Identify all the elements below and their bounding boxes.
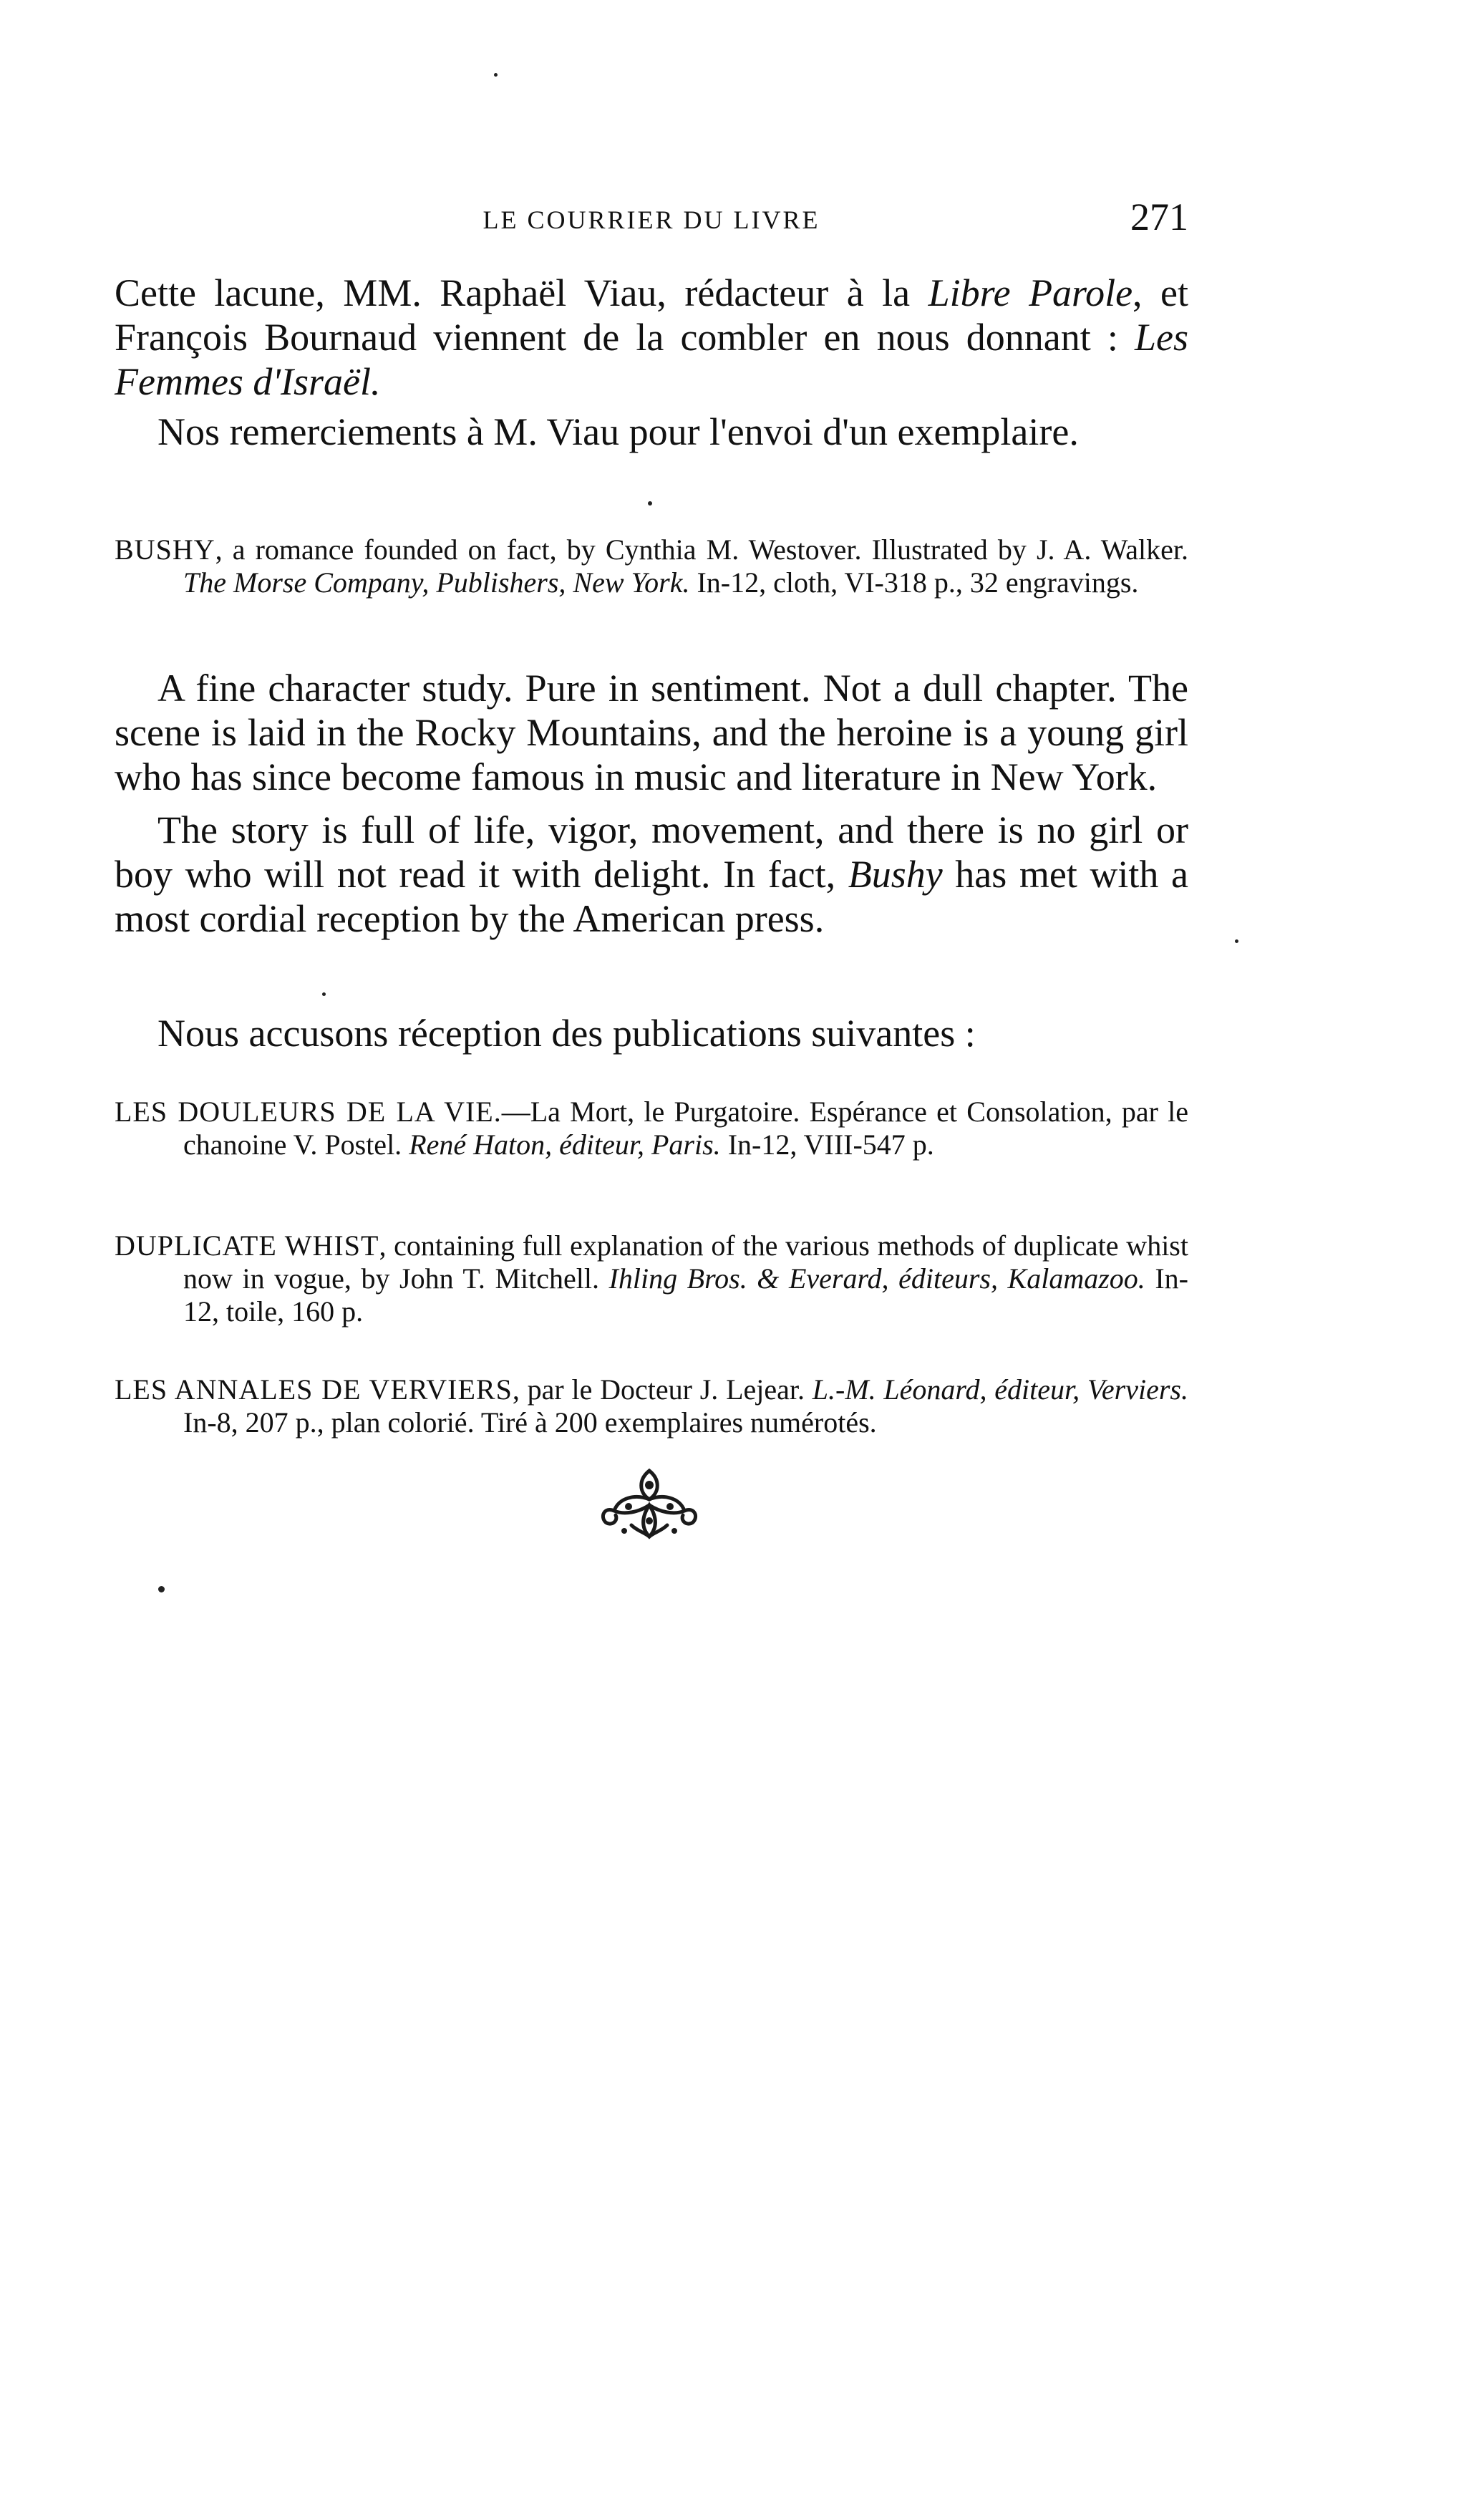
bibliographic-entry xyxy=(115,1229,1188,1328)
entry-text-b: In-12, VIII-547 p. xyxy=(720,1128,934,1161)
entry-text-b: In-12, cloth, VI-318 p., 32 engravings. xyxy=(689,566,1139,599)
ink-speck xyxy=(1235,939,1238,943)
entry-title: BUSHY xyxy=(115,533,215,566)
entry-title: DUPLICATE WHIST xyxy=(115,1229,379,1262)
entry-2 xyxy=(115,1229,1188,1328)
review-text-a: The story is full of life, vigor, movement, and there is no girl or boy who will not read it with delight. In fact, xyxy=(115,808,1188,896)
received-heading: Nous accusons réception des publications suivantes : xyxy=(157,1012,976,1055)
page-header xyxy=(115,195,1188,245)
entry-text-a: , par le Docteur J. Lejear. xyxy=(512,1373,813,1406)
intro-text-a: Cette lacune, MM. Raphaël Viau, rédacteur à la xyxy=(115,271,928,314)
entry-3 xyxy=(115,1373,1188,1439)
intro-text-b: , et François Bournaud viennent de la combler en nous donnant : xyxy=(115,271,1188,359)
bushy-entry xyxy=(115,533,1188,599)
entry-text-b: In-12, toile, 160 p. xyxy=(183,1262,1188,1328)
floral-vignette-icon xyxy=(596,1465,703,1544)
entry-text-a: —La Mort, le Purgatoire. Espérance et Consolation, par le chanoine V. Postel. xyxy=(183,1096,1189,1161)
book-title: Les Femmes d'Israël. xyxy=(115,316,1188,403)
entry-publisher: René Haton, éditeur, Paris. xyxy=(409,1128,721,1161)
bibliographic-entry xyxy=(115,533,1188,599)
entry-publisher: Ihling Bros. & Everard, éditeurs, Kalamazoo. xyxy=(608,1262,1145,1295)
intro-paragraph-2: Nos remerciements à M. Viau pour l'envoi d'un exemplaire. xyxy=(157,410,1079,453)
bibliographic-entry xyxy=(115,1373,1188,1439)
entry-publisher: The Morse Company, Publishers, New York. xyxy=(183,566,690,599)
review-paragraph-2 xyxy=(115,808,1188,941)
bibliographic-entry xyxy=(115,1096,1188,1161)
received-heading-block xyxy=(115,1011,1188,1055)
intro-section xyxy=(115,271,1188,454)
ink-speck xyxy=(494,73,498,77)
review-paragraph-1: A fine character study. Pure in sentiment. Not a dull chapter. The scene is laid in the Rocky Mountains, and the heroine is a young girl who has since become famous in music and literature in New York. xyxy=(115,667,1188,798)
review-text-b: has met with a most cordial reception by the American press. xyxy=(115,853,1188,940)
entry-title: LES DOULEURS DE LA VIE. xyxy=(115,1096,502,1128)
ink-speck xyxy=(648,501,652,506)
running-title: LE COURRIER DU LIVRE xyxy=(482,206,820,234)
review-book-title: Bushy xyxy=(848,853,943,896)
entry-1 xyxy=(115,1096,1188,1161)
ink-speck xyxy=(322,992,326,996)
publication-name: Libre Parole xyxy=(928,271,1133,314)
entry-text-a: , a romance founded on fact, by Cynthia M. Westover. Illustrated by J. A. Walker. xyxy=(215,533,1188,566)
review-section xyxy=(115,666,1188,941)
ink-speck xyxy=(158,1586,165,1592)
entry-title: LES ANNALES DE VERVIERS xyxy=(115,1373,513,1406)
entry-publisher: L.-M. Léonard, éditeur, Verviers. xyxy=(812,1373,1188,1406)
entry-text-b: In-8, 207 p., plan colorié. Tiré à 200 exemplaires numérotés. xyxy=(183,1406,877,1439)
intro-paragraph-1 xyxy=(115,271,1188,404)
entry-text-a: , containing full explanation of the various methods of duplicate whist now in vogue, by John T. Mitchell. xyxy=(183,1229,1188,1295)
page-number: 271 xyxy=(1130,195,1188,238)
